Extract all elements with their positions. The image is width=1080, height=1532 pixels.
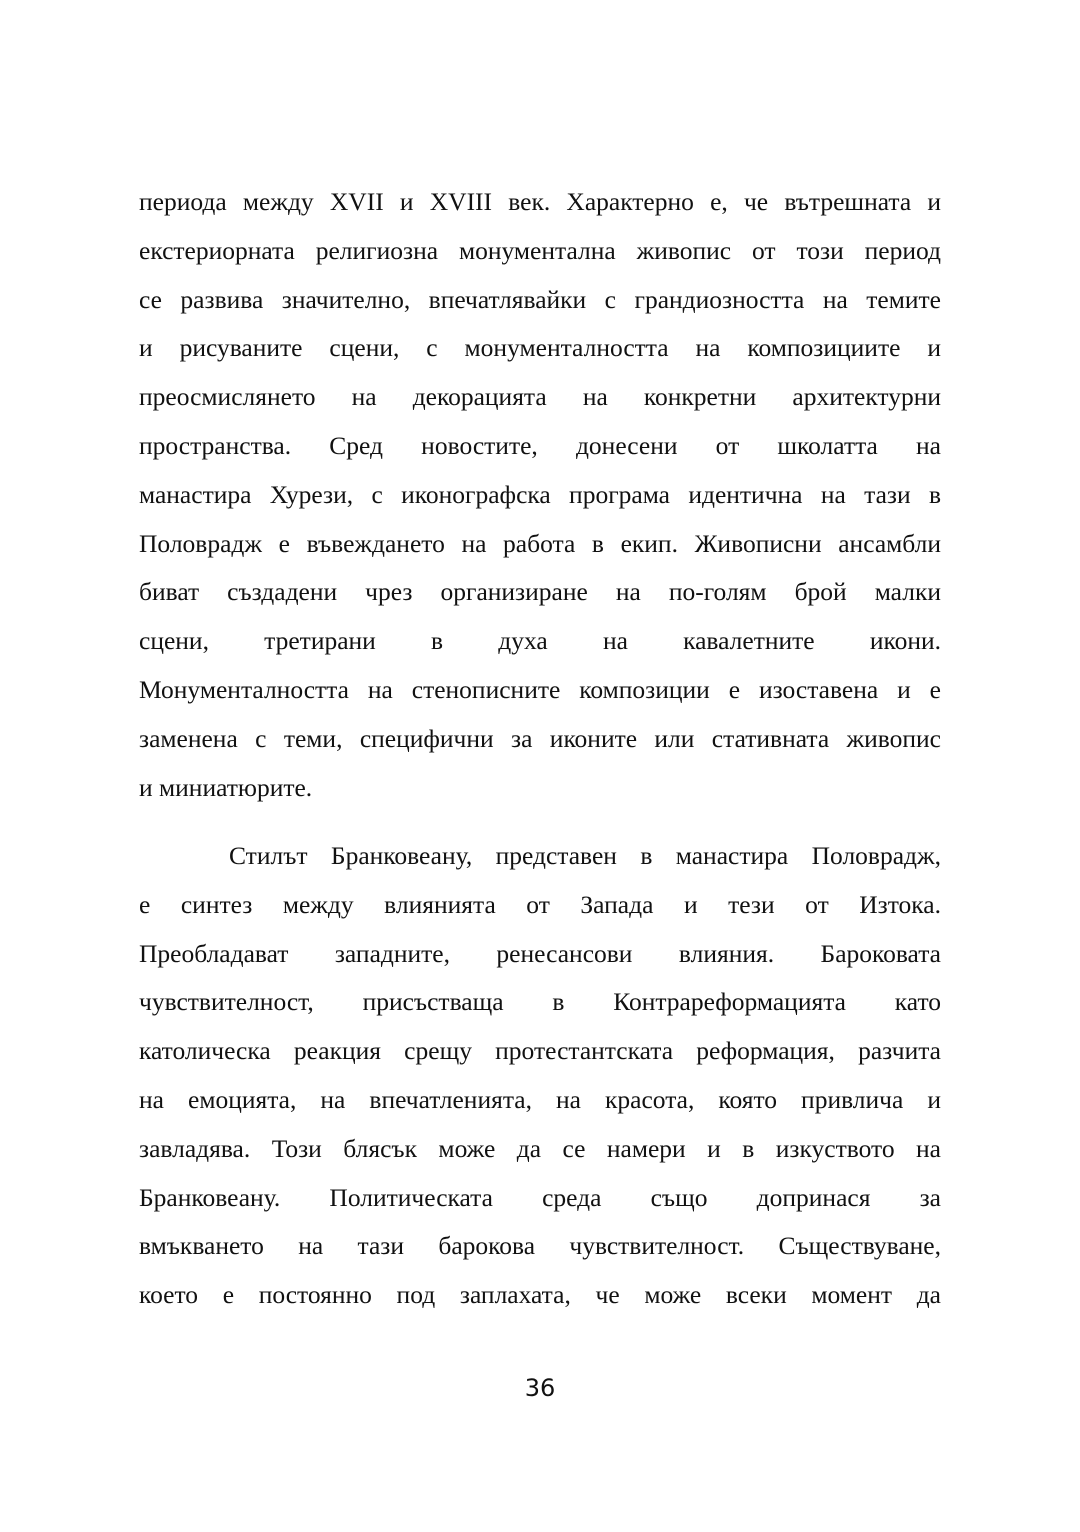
paragraph-line: преосмислянето на декорацията на конкретни архитектурни: [139, 382, 941, 412]
paragraph-line: Преобладават западните, ренесансови влияния. Бароковата: [139, 938, 941, 968]
paragraph-line: екстериорната религиозна монументална живопис от този период: [139, 235, 941, 265]
paragraph-line: манастира Хурези, с иконографска програма идентична на тази в: [139, 479, 941, 509]
paragraph-line: католическа реакция срещу протестантската реформация, разчита: [139, 1036, 941, 1066]
paragraph-2: [139, 832, 941, 1320]
paragraph-line: заменена с теми, специфични за иконите или стативната живопис: [139, 723, 941, 753]
paragraph-line: и миниатюрите.: [139, 772, 313, 802]
paragraph-line: е синтез между влиянията от Запада и тези от Изтока.: [139, 889, 941, 919]
paragraph-line: биват създадени чрез организиране на по-голям брой малки: [139, 577, 941, 607]
paragraph-line: периода между XVII и XVIII век. Характерно е, че вътрешната и: [139, 187, 941, 216]
paragraph-line: на емоцията, на впечатленията, на красота, която привлича и: [139, 1084, 941, 1114]
paragraph-line: завладява. Този блясък може да се намери и в изкуството на: [139, 1133, 941, 1163]
page-number: 36: [524, 1374, 556, 1402]
paragraph-1: [139, 178, 941, 812]
paragraph-line: което е постоянно под заплахата, че може всеки момент да: [139, 1280, 941, 1310]
paragraph-line: чувствителност, присъстваща в Контрареформацията като: [139, 987, 941, 1017]
paragraph-line: Бранковеану. Политическата среда също допринася за: [139, 1182, 941, 1212]
paragraph-line: Стилът Бранковеану, представен в манастира Половрадж,: [229, 841, 941, 870]
paragraph-line: пространства. Сред новостите, донесени от школатта на: [139, 430, 941, 460]
paragraph-line: се развива значително, впечатлявайки с грандиозността на темите: [139, 284, 941, 314]
paragraph-line: и рисуваните сцени, с монументалността на композициите и: [139, 333, 941, 363]
paragraph-line: вмъкването на тази барокова чувствителност. Съществуване,: [139, 1231, 941, 1261]
paragraph-line: Половрадж е въвеждането на работа в екип. Живописни ансамбли: [139, 528, 941, 558]
paragraph-line: сцени, третирани в духа на кавалетните икони.: [139, 626, 941, 656]
paragraph-line: Монументалността на стенописните композиции е изоставена и е: [139, 674, 941, 704]
